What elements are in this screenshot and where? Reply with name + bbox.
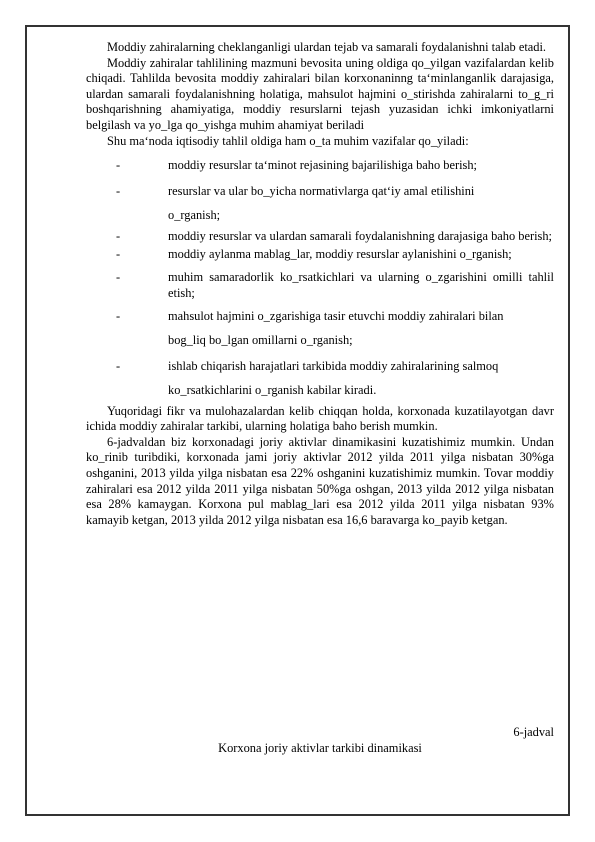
list-dash: - <box>116 246 121 261</box>
task-list <box>86 153 554 401</box>
list-item <box>86 179 554 227</box>
table-title: Korxona joriy aktivlar tarkibi dinamikasi <box>218 741 422 755</box>
list-dash: - <box>116 229 121 244</box>
list-item <box>86 270 554 301</box>
list-item <box>86 354 554 402</box>
list-item <box>86 153 554 177</box>
list-dash: - <box>116 158 121 173</box>
list-dash: - <box>116 270 121 285</box>
list-item-text: moddiy aylanma mablag_lar, moddiy resurslar aylanishini o_rganish; <box>168 246 512 261</box>
list-item-text: muhim samaradorlik ko_rsatkichlari va ularning o_zgarishini omilli tahlil etish; <box>168 270 554 300</box>
list-item-text: ishlab chiqarish harajatlari tarkibida moddiy zahiralarining salmoq ko_rsatkichlarini o_rganish kabilar kiradi. <box>168 358 499 397</box>
list-item <box>86 304 554 352</box>
paragraph-4: Yuqoridagi fikr va mulohazalardan kelib chiqqan holda, korxonada kuzatilayotgan davr ichida moddiy zahiralar tarkibi, ularning holatiga baho berish mumkin. <box>86 403 554 434</box>
list-dash: - <box>116 308 121 323</box>
paragraph-1: Moddiy zahiralarning cheklanganligi ulardan tejab va samarali foydalanishni talab etadi. <box>107 40 547 54</box>
list-item <box>86 247 554 263</box>
list-item <box>86 229 554 245</box>
list-item-text: resurslar va ular bo_yicha normativlarga qat‘iy amal etilishini o_rganish; <box>168 184 475 223</box>
document-body <box>86 40 554 528</box>
paragraph-5: 6-jadvaldan biz korxonadagi joriy aktivlar dinamikasini kuzatishimiz mumkin. Undan ko_rinib turibdiki, korxonada jami joriy aktivlar 2012 yilda 2011 yilga nisbatan 30%ga oshganini, 2013 yilda yilga nisbatan esa 22% oshganini kuzatishimiz mumkin. Tovar moddiy zahiralari esa 2012 yilda 2011 yilga nisbatan 50%ga oshgan, 2013 yilda 2012 yilga nisbatan esa 28% kamaygan. Korxona pul mablag_lari esa 2012 yilda 2011 yilga nisbatan 93% kamayib ketgan, 2013 yilda 2012 yilga nisbatan esa 16,6 baravarga ko_payib ketgan. <box>86 434 554 527</box>
paragraph-3: Shu ma‘noda iqtisodiy tahlil oldiga ham o_ta muhim vazifalar qo_yiladi: <box>107 133 469 148</box>
paragraph-2: Moddiy zahiralar tahlilining mazmuni bevosita uning oldiga qo_yilgan vazifalardan kelib chiqadi. Tahlilda bevosita moddiy zahiralari bilan korxonaninng ta‘minlanganlik darajasiga, ulardan samarali foydalanishning holatiga, mahsulot hajmini o_stirishda zahiralarni to_g_ri boshqarishning ahamiyatiga, moddiy resurslarni tejash yuzasidan ichki imkoniyatlarni belgilash va yo_lga qo_yishga muhim ahamiyat beriladi <box>86 55 554 132</box>
list-dash: - <box>116 184 121 199</box>
list-item-text: moddiy resurslar ta‘minot rejasining bajarilishiga baho berish; <box>168 158 478 173</box>
list-item-text: mahsulot hajmini o_zgarishiga tasir etuvchi moddiy zahiralari bilan bog_liq bo_lgan omillarni o_rganish; <box>168 308 504 347</box>
table-number: 6-jadval <box>513 725 554 739</box>
list-item-text: moddiy resurslar va ulardan samarali foydalanishning darajasiga baho berish; <box>168 229 552 244</box>
list-dash: - <box>116 358 121 373</box>
